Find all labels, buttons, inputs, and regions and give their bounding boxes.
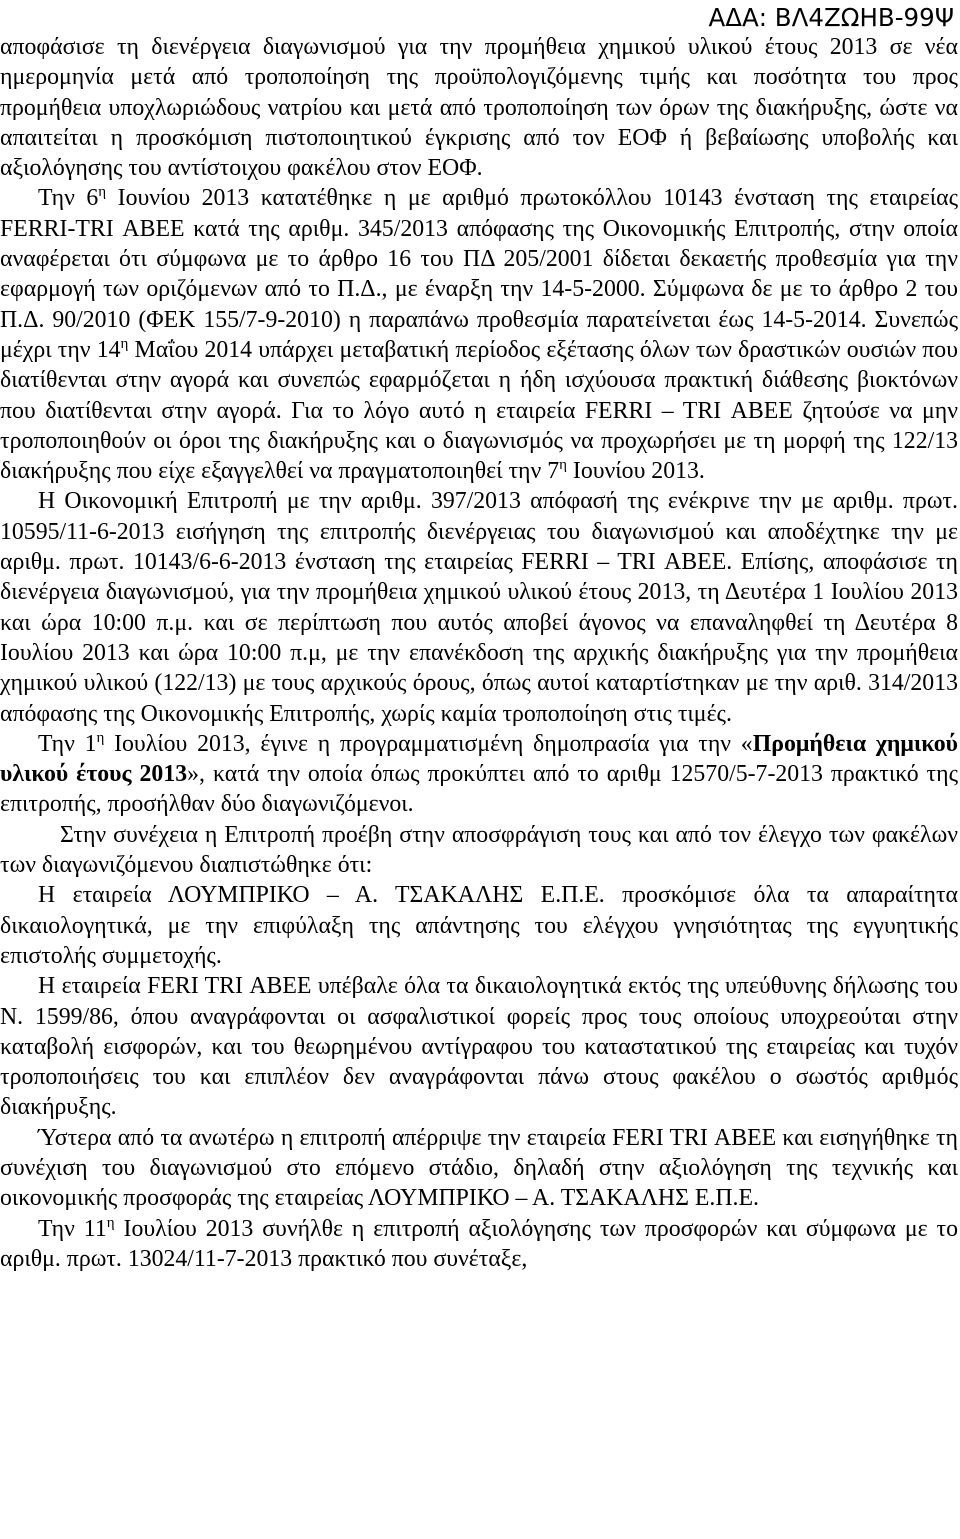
paragraph-9: Την $11^\eta$ Ιουλίου 2013 συνήλθε η επιτροπή αξιολόγησης των προσφορών και σύμφωνα με το αριθμ. πρωτ. 13024/11-7-2013 πρακτικό που συνέταξε, xyxy=(0,1214,958,1272)
paragraph-1: αποφάσισε τη διενέργεια διαγωνισμού για την προμήθεια χημικού υλικού έτους 2013 σε νέα ημερομηνία μετά από τροποποίηση της προϋπολογιζόμενης τιμής και ποσότητα του προς προμήθεια υποχλωριώδους νατρίου και μετά από τροποποίηση των όρων της διακήρυξης, ώστε να απαιτείται η προσκόμιση πιστοποιητικού έγκρισης από τον ΕΟΦ ή βεβαίωσης υποβολής και αξιολόγησης του αντίστοιχου φακέλου στον ΕΟΦ. xyxy=(0,34,958,182)
paragraph-7: Η εταιρεία FERI TRI ΑΒΕΕ υπέβαλε όλα τα δικαιολογητικά εκτός της υπεύθυνης δήλωσης του Ν. 1599/86, όπου αναγράφονται οι ασφαλιστικοί φορείς προς τους οποίους υποχρεούται στην καταβολή εισφορών, και του θεωρημένου αντίγραφου του καταστατικού της εταιρείας και τυχόν τροποποιήσεις του και επιπλέον δεν αναγράφονται πάνω στους φακέλου ο σωστός αριθμός διακήρυξης. xyxy=(0,973,958,1121)
paragraph-6: Η εταιρεία ΛΟΥΜΠΡΙΚΟ – Α. ΤΣΑΚΑΛΗΣ Ε.Π.Ε. προσκόμισε όλα τα απαραίτητα δικαιολογητικά, με την επιφύλαξη της απάντησης του ελέγχου γνησιότητας της εγγυητικής επιστολής συμμετοχής. xyxy=(0,882,958,969)
tender-title: Προμήθεια χημικού υλικού έτους 2013 xyxy=(0,730,958,788)
paragraph-5: Στην συνέχεια η Επιτροπή προέβη στην αποσφράγιση τους και από τον έλεγχο των φακέλων των διαγωνιζόμενου διαπιστώθηκε ότι: xyxy=(0,821,958,879)
document-body xyxy=(0,32,958,1274)
paragraph-3: Η Οικονομική Επιτροπή με την αριθμ. 397/2013 απόφασή της ενέκρινε την με αριθμ. πρωτ. 10595/11-6-2013 εισήγηση της επιτροπής διενέργειας του διαγωνισμού και αποδέχτηκε την με αριθμ. πρωτ. 10143/6-6-2013 ένσταση της εταιρείας FERRI – TRI ΑΒΕΕ. Επίσης, αποφάσισε τη διενέργεια διαγωνισμού, για την προμήθεια χημικού υλικού έτους 2013, τη Δευτέρα 1 Ιουλίου 2013 και ώρα 10:00 π.μ. και σε περίπτωση που αυτός αποβεί άγονος να επαναληφθεί τη Δευτέρα 8 Ιουλίου 2013 και ώρα 10:00 π.μ, με την επανέκδοση της αρχικής διακήρυξης για την προμήθεια χημικού υλικού (122/13) με τους αρχικούς όρους, όπως αυτοί καταρτίστηκαν με την αριθ. 314/2013 απόφασης της Οικονομικής Επιτροπής, χωρίς καμία τροποποίηση στις τιμές. xyxy=(0,488,958,727)
ada-code: ΑΔΑ: ΒΛ4ΖΩΗΒ-99Ψ xyxy=(708,3,954,32)
paragraph-4: Την $1^\eta$ Ιουλίου 2013, έγινε η προγραμματισμένη δημοπρασία για την «Προμήθεια χημικού υλικού έτους 2013», κατά την οποία όπως προκύπτει από το αριθμ 12570/5-7-2013 πρακτικό της επιτροπής, προσήλθαν δύο διαγωνιζόμενοι. xyxy=(0,729,958,818)
paragraph-8: Ύστερα από τα ανωτέρω η επιτροπή απέρριψε την εταιρεία FERI TRI ΑΒΕΕ και εισηγήθηκε τη συνέχιση του διαγωνισμού στο επόμενο στάδιο, δηλαδή στην αξιολόγηση της τεχνικής και οικονομικής προσφοράς της εταιρείας ΛΟΥΜΠΡΙΚΟ – Α. ΤΣΑΚΑΛΗΣ Ε.Π.Ε. xyxy=(0,1124,958,1212)
paragraph-2: Την $6^\eta$ Ιουνίου 2013 κατατέθηκε η με αριθμό πρωτοκόλλου 10143 ένσταση της εταιρείας FERRI-TRI ΑΒΕΕ κατά της αριθμ. 345/2013 απόφασης της Οικονομικής Επιτροπής, στην οποία αναφέρεται ότι σύμφωνα με το άρθρο 16 του ΠΔ 205/2001 δίδεται δεκαετής προθεσμία για την εφαρμογή των οριζόμενων από το Π.Δ., με έναρξη την 14-5-2000. Σύμφωνα δε με το άρθρο 2 του Π.Δ. 90/2010 (ΦΕΚ 155/7-9-2010) η παραπάνω προθεσμία παρατείνεται έως 14-5-2014. Συνεπώς μέχρι την $14^\eta$ Μαΐου 2014 υπάρχει μεταβατική περίοδος εξέτασης όλων των δραστικών ουσιών που διατίθενται στην αγορά και συνεπώς εφαρμόζεται η ήδη ισχύουσα πρακτική διάθεσης βιοκτόνων που διατίθενται στην αγορά. Για το λόγο αυτό η εταιρεία FERRI – TRI ΑΒΕΕ ζητούσε να μην τροποποιηθούν οι όροι της διακήρυξης και ο διαγωνισμός να προχωρήσει με τη μορφή της 122/13 διακήρυξης που είχε εξαγγελθεί να πραγματοποιηθεί την $7^\eta$ Ιουνίου 2013. xyxy=(0,184,958,485)
